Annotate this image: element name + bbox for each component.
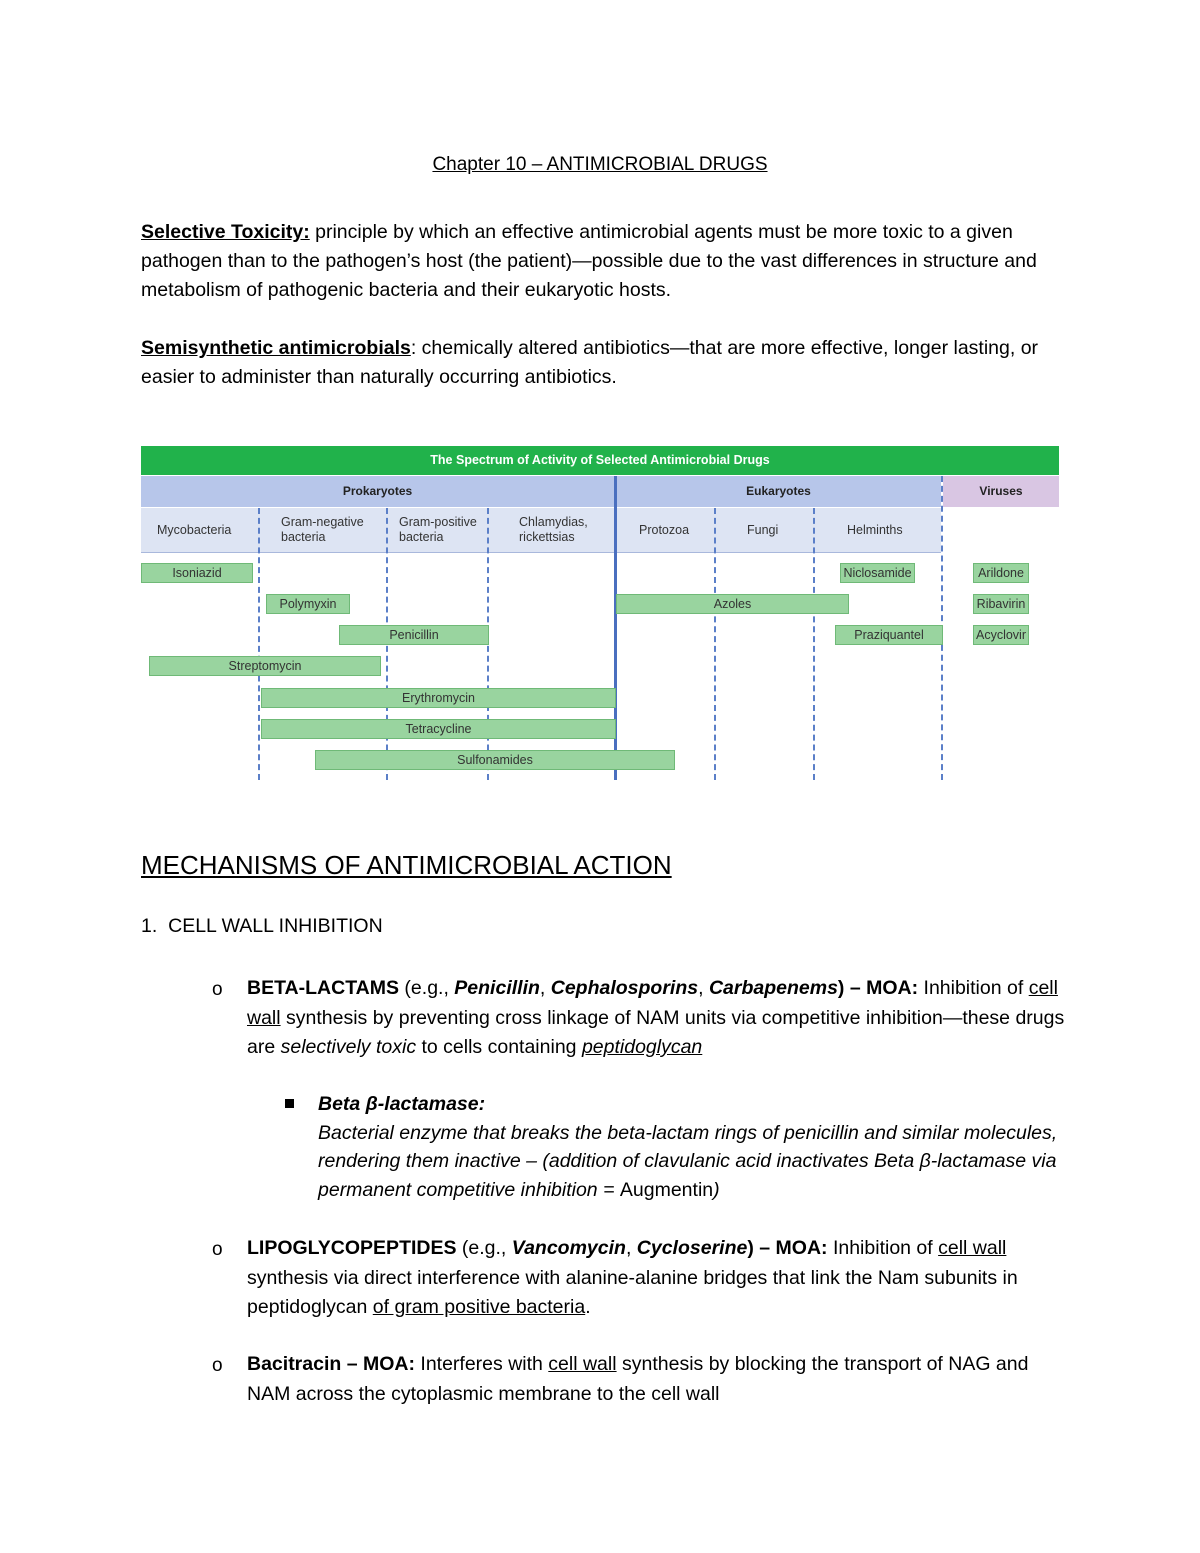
drug-bar-niclosamide: Niclosamide	[840, 563, 915, 583]
text-span: synthesis by blocking the transport of NAG and NAM across the cytoplasmic membrane to the cell wall	[247, 1353, 1029, 1405]
text-span: synthesis via direct interference with alanine-alanine bridges that link the Nam subunits in peptidoglycan	[247, 1266, 1018, 1318]
column-gram-negative: Gram-negative bacteria	[281, 515, 364, 544]
drug-bar-ribavirin: Ribavirin	[973, 594, 1029, 614]
bacitracin-name: Bacitracin	[247, 1353, 342, 1375]
moa-label: MOA:	[775, 1237, 828, 1259]
moa-label: MOA:	[866, 977, 919, 999]
drug-bar-polymyxin: Polymyxin	[266, 594, 350, 614]
page-title: Chapter 10 – ANTIMICROBIAL DRUGS	[432, 154, 768, 175]
text-span: Bacterial enzyme that breaks the beta-lactam rings of penicillin and similar molecules, rendering them inactive – (addition of clavulanic acid inactivates Beta β-lactamase via permanent competitive inhibition =	[318, 1121, 1058, 1201]
example-drug: Carbapenems	[708, 977, 838, 999]
section-number: 1.	[141, 915, 158, 937]
group-prokaryotes: Prokaryotes	[141, 476, 614, 507]
drug-bar-praziquantel: Praziquantel	[835, 625, 943, 645]
spectrum-figure	[141, 446, 1059, 786]
divider-line	[258, 508, 260, 780]
section-cell-wall-inhibition	[141, 915, 383, 938]
column-protozoa: Protozoa	[639, 522, 690, 537]
cell-wall-underline: cell wall	[548, 1353, 617, 1375]
text-span: –	[341, 1353, 363, 1375]
column-gram-positive: Gram-positive bacteria	[399, 515, 477, 544]
selective-toxicity-paragraph	[141, 218, 1061, 305]
text-span: ) –	[747, 1237, 776, 1259]
emphasis-text: selectively toxic	[280, 1036, 417, 1058]
drug-bar-streptomycin: Streptomycin	[149, 656, 381, 676]
selective-toxicity-term: Selective Toxicity:	[141, 221, 310, 243]
list-bullet: o	[212, 1239, 223, 1260]
divider-line	[714, 508, 716, 780]
group-eukaryotes: Eukaryotes	[616, 476, 941, 507]
selective-toxicity-definition: principle by which an effective antimicrobial agents must be more toxic to a given pathogen than to the pathogen’s host (the patient)—possible due to the vast differences in structure and metabolism of pathogenic bacteria and their eukaryotic hosts.	[141, 221, 1037, 301]
section-title: CELL WALL INHIBITION	[168, 915, 383, 937]
text-span: synthesis by preventing cross linkage of NAM units via competitive inhibition—these drugs are	[247, 1006, 1065, 1058]
drug-bar-arildone: Arildone	[973, 563, 1029, 583]
text-span: Interferes with	[414, 1353, 549, 1375]
group-viruses: Viruses	[943, 476, 1059, 507]
text-span: .	[585, 1296, 591, 1318]
figure-title: The Spectrum of Activity of Selected Antimicrobial Drugs	[141, 446, 1059, 475]
beta-lactamase-name: Beta β-lactamase:	[318, 1093, 486, 1115]
divider-line	[813, 508, 815, 780]
list-bullet: o	[212, 979, 223, 1000]
drug-bar-azoles: Azoles	[616, 594, 849, 614]
augmentin-text: Augmentin	[619, 1178, 714, 1201]
example-drug: Cephalosporins	[550, 977, 699, 999]
drug-bar-penicillin: Penicillin	[339, 625, 489, 645]
example-drug: Vancomycin	[511, 1237, 626, 1259]
semisynthetic-definition: : chemically altered antibiotics—that are more effective, longer lasting, or easier to administer than naturally occurring antibiotics.	[141, 337, 1039, 388]
bacitracin-item	[247, 1350, 1067, 1409]
moa-label: MOA:	[362, 1353, 415, 1375]
column-chlamydias: Chlamydias, rickettsias	[519, 515, 588, 544]
drug-bar-tetracycline: Tetracycline	[261, 719, 616, 739]
text-span: to cells containing	[416, 1036, 582, 1058]
text-span: Inhibition of	[827, 1237, 939, 1259]
beta-lactams-item: BETA-LACTAMS (e.g., Penicillin, Cephalosporins, Carbapenems) – MOA: Inhibition of cell wall synthesis by preventing cross linkage of NAM units via competitive inhibition—these drugs are selectively toxic to cells containing peptidoglycan	[247, 977, 1065, 1058]
drug-bar-erythromycin: Erythromycin	[261, 688, 616, 708]
gram-positive-underline: of gram positive bacteria	[372, 1296, 586, 1318]
lipoglycopeptides-name: LIPOGLYCOPEPTIDES	[247, 1237, 457, 1259]
text-span: (e.g.,	[456, 1237, 512, 1259]
text-span: )	[713, 1178, 720, 1201]
beta-lactams-name: BETA-LACTAMS	[247, 977, 400, 999]
drug-bar-sulfonamides: Sulfonamides	[315, 750, 675, 770]
column-helminths: Helminths	[847, 522, 903, 537]
example-drug: Cycloserine	[636, 1237, 748, 1259]
list-bullet: o	[212, 1355, 223, 1376]
semisynthetic-term: Semisynthetic antimicrobials	[141, 337, 411, 359]
drug-bar-isoniazid: Isoniazid	[141, 563, 253, 583]
text-span: ) –	[837, 977, 867, 999]
text-span: (e.g.,	[399, 977, 455, 999]
square-bullet	[285, 1099, 294, 1108]
cell-wall-underline: cell wall	[938, 1237, 1007, 1259]
drug-bar-acyclovir: Acyclovir	[973, 625, 1029, 645]
text-span: Inhibition of	[918, 977, 1029, 999]
mechanisms-heading: MECHANISMS OF ANTIMICROBIAL ACTION	[141, 850, 672, 880]
cell-wall-underline: cell wall	[247, 977, 1058, 1029]
column-fungi: Fungi	[747, 522, 779, 537]
beta-lactamase-item	[318, 1090, 1058, 1204]
example-drug: Penicillin	[454, 977, 540, 999]
semisynthetic-paragraph	[141, 334, 1061, 392]
column-mycobacteria: Mycobacteria	[157, 522, 232, 537]
lipoglycopeptides-item: LIPOGLYCOPEPTIDES (e.g., Vancomycin, Cycloserine) – MOA: Inhibition of cell wall synthesis via direct interference with alanine-alanine bridges that link the Nam subunits in peptidoglycan of gram positive bacteria.	[247, 1237, 1018, 1318]
peptidoglycan-underline: peptidoglycan	[581, 1036, 703, 1058]
